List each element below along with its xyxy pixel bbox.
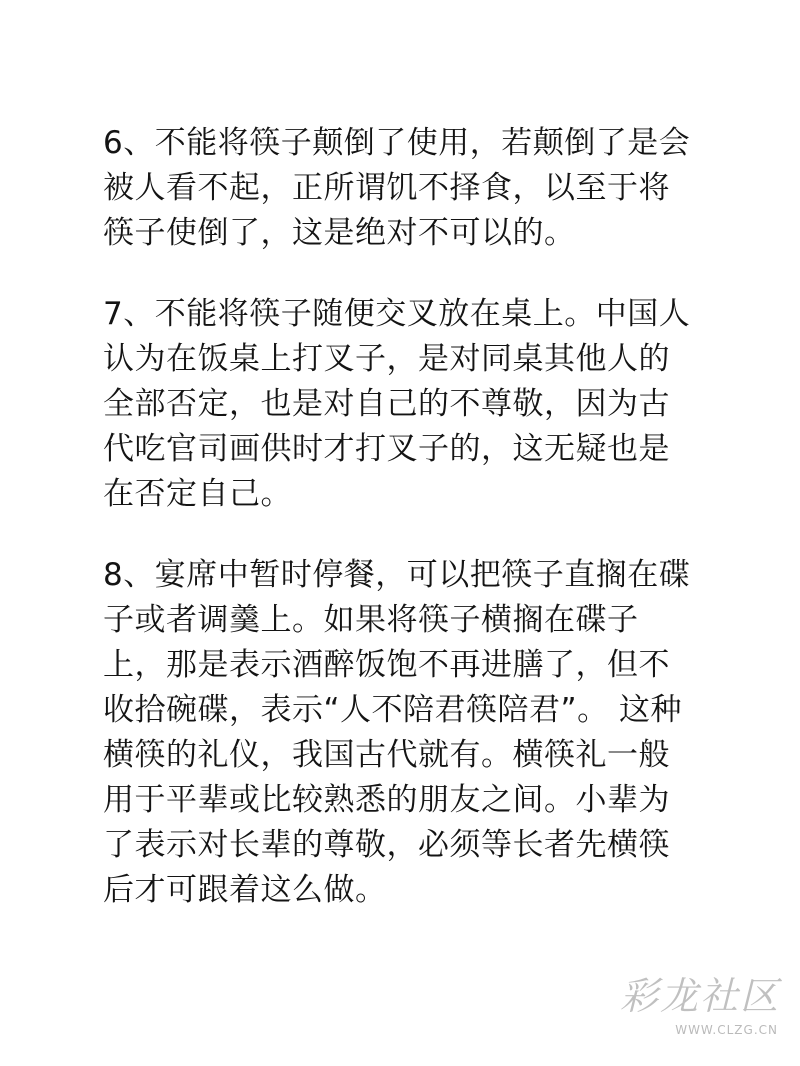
text-line: 上，那是表示酒醉饭饱不再进膳了，但不 <box>103 647 670 683</box>
text-line: 后才可跟着这么做。 <box>103 872 387 908</box>
text-line: 代吃官司画供时才打叉子的，这无疑也是 <box>103 431 670 467</box>
text-line: 在否定自己。 <box>103 476 292 512</box>
text-line: 收拾碗碟，表示“人不陪君筷陪君”。 这种 <box>103 692 682 728</box>
text-line: 7、不能将筷子随便交叉放在桌上。中国人 <box>103 296 691 332</box>
text-line: 横筷的礼仪，我国古代就有。横筷礼一般 <box>103 737 670 773</box>
paragraph-7 <box>103 292 703 517</box>
article-body <box>103 121 703 913</box>
site-watermark <box>596 972 786 1052</box>
text-line: 全部否定，也是对自己的不尊敬，因为古 <box>103 386 670 422</box>
text-line: 8、宴席中暂时停餐，可以把筷子直搁在碟 <box>103 557 691 593</box>
watermark-url: WWW.CLZG.CN <box>675 1023 778 1037</box>
text-line: 筷子使倒了，这是绝对不可以的。 <box>103 215 576 251</box>
text-line: 了表示对长辈的尊敬，必须等长者先横筷 <box>103 827 670 863</box>
text-line: 被人看不起，正所谓饥不择食，以至于将 <box>103 170 670 206</box>
watermark-logo-text: 彩龙社区 <box>619 974 780 1018</box>
text-line: 认为在饭桌上打叉子，是对同桌其他人的 <box>103 341 670 377</box>
text-line: 6、不能将筷子颠倒了使用，若颠倒了是会 <box>103 125 691 161</box>
paragraph-8 <box>103 553 703 913</box>
text-line: 子或者调羹上。如果将筷子横搁在碟子 <box>103 602 639 638</box>
text-line: 用于平辈或比较熟悉的朋友之间。小辈为 <box>103 782 670 818</box>
paragraph-6 <box>103 121 703 256</box>
